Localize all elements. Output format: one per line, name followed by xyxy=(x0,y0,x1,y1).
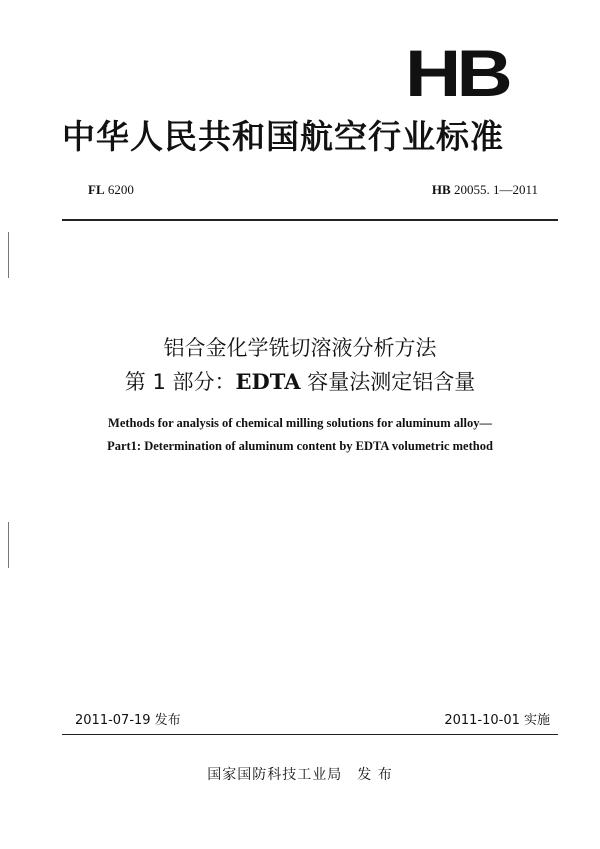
footer-divider xyxy=(62,734,558,735)
classification-prefix: FL xyxy=(88,182,105,197)
standard-code xyxy=(432,182,538,198)
title-part-suffix: 容量法测定铝含量 xyxy=(300,370,476,394)
standard-code-number: 20055. 1—2011 xyxy=(453,182,538,197)
standard-category-title: 中华人民共和国航空行业标准 xyxy=(62,117,504,156)
document-title-en-line1: Methods for analysis of chemical milling solutions for aluminum alloy— xyxy=(108,416,492,430)
issue-date: 2011-07-19 发布 xyxy=(75,713,181,728)
title-edta: EDTA xyxy=(235,369,301,394)
document-title-cn-line2 xyxy=(0,368,600,396)
hb-logo: HB xyxy=(405,36,509,110)
classification-code xyxy=(88,182,134,198)
scan-edge-mark xyxy=(8,232,9,278)
document-title-en-line2: Part1: Determination of aluminum content by EDTA volumetric method xyxy=(107,439,493,453)
document-title-cn-line1: 铝合金化学铣切溶液分析方法 xyxy=(163,336,437,360)
scan-edge-mark xyxy=(8,522,9,568)
publisher: 国家国防科技工业局 发 布 xyxy=(207,767,393,783)
effective-date: 2011-10-01 实施 xyxy=(444,713,550,728)
header-divider xyxy=(62,219,558,221)
title-part-prefix: 第 1 部分： xyxy=(124,370,236,394)
classification-number: 6200 xyxy=(107,182,134,197)
standard-code-prefix: HB xyxy=(431,182,451,197)
